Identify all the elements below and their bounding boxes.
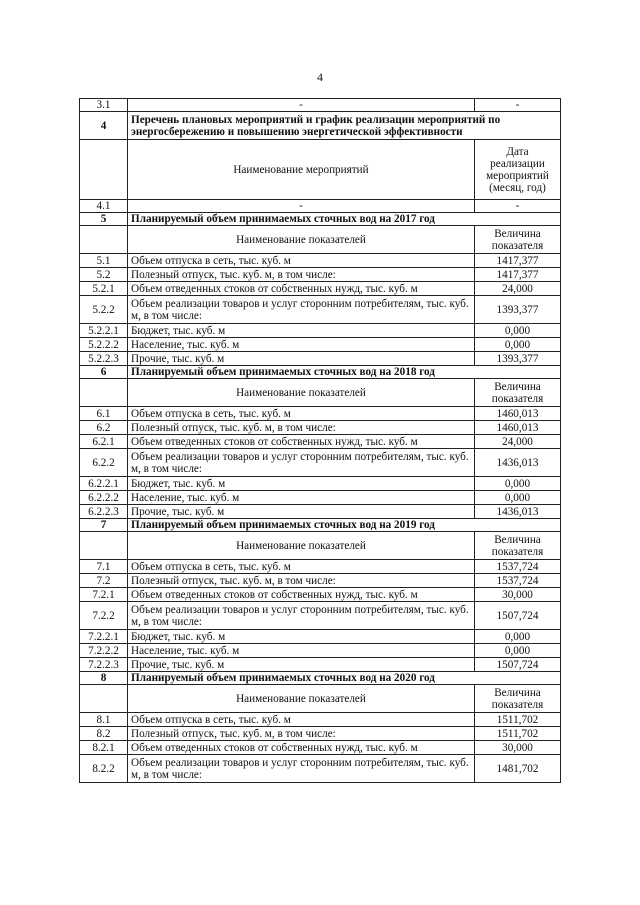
- header-number-cell: [80, 685, 128, 713]
- section-row: [80, 213, 561, 226]
- table-row: [80, 560, 561, 574]
- table-row: [80, 324, 561, 338]
- row-number: 6.1: [80, 407, 128, 421]
- column-header-row: [80, 226, 561, 254]
- row-name: Бюджет, тыс. куб. м: [128, 630, 475, 644]
- row-value: 1537,724: [475, 560, 561, 574]
- table-row: [80, 254, 561, 268]
- row-number: 7.2: [80, 574, 128, 588]
- section-number: 7: [80, 519, 128, 532]
- row-name: Объем отведенных стоков от собственных нужд, тыс. куб. м: [128, 741, 475, 755]
- plan-table-body: [80, 99, 561, 783]
- row-number: 5.2.2.2: [80, 338, 128, 352]
- table-row: [80, 588, 561, 602]
- row-name: Объем отпуска в сеть, тыс. куб. м: [128, 560, 475, 574]
- header-number-cell: [80, 532, 128, 560]
- row-number: 8.2.2: [80, 755, 128, 783]
- row-number: 8.1: [80, 713, 128, 727]
- table-row: [80, 574, 561, 588]
- row-value: 1417,377: [475, 268, 561, 282]
- header-value-cell: Величина показателя: [475, 532, 561, 560]
- row-value: 1436,013: [475, 505, 561, 519]
- row-value: 1507,724: [475, 658, 561, 672]
- row-name: Бюджет, тыс. куб. м: [128, 477, 475, 491]
- row-value: 1436,013: [475, 449, 561, 477]
- row-name: Объем реализации товаров и услуг сторонним потребителям, тыс. куб. м, в том числе:: [128, 755, 475, 783]
- row-value: 30,000: [475, 588, 561, 602]
- page-number: 4: [317, 70, 323, 84]
- section-row: [80, 672, 561, 685]
- table-row: [80, 407, 561, 421]
- row-number: 6.2.2.1: [80, 477, 128, 491]
- column-header-row: [80, 685, 561, 713]
- header-name-cell: Наименование показателей: [128, 685, 475, 713]
- row-value: -: [475, 200, 561, 213]
- section-number: 5: [80, 213, 128, 226]
- header-number-cell: [80, 226, 128, 254]
- row-number: 5.2.1: [80, 282, 128, 296]
- row-number: 7.1: [80, 560, 128, 574]
- row-number: 6.2.2.2: [80, 491, 128, 505]
- header-value-cell: Величина показателя: [475, 226, 561, 254]
- row-number: 6.2: [80, 421, 128, 435]
- row-name: Полезный отпуск, тыс. куб. м, в том числе:: [128, 421, 475, 435]
- section-title: Планируемый объем принимаемых сточных вод на 2017 год: [128, 213, 561, 226]
- section-row: [80, 112, 561, 140]
- section-title: Планируемый объем принимаемых сточных вод на 2019 год: [128, 519, 561, 532]
- row-value: 1417,377: [475, 254, 561, 268]
- header-name-cell: Наименование показателей: [128, 379, 475, 407]
- table-row: [80, 296, 561, 324]
- section-number: 8: [80, 672, 128, 685]
- row-name: Объем реализации товаров и услуг сторонним потребителям, тыс. куб. м, в том числе:: [128, 296, 475, 324]
- row-number: 7.2.2.3: [80, 658, 128, 672]
- table-row: [80, 449, 561, 477]
- row-number: 5.2.2.1: [80, 324, 128, 338]
- row-name: Объем отведенных стоков от собственных нужд, тыс. куб. м: [128, 435, 475, 449]
- column-header-row: [80, 379, 561, 407]
- row-value: 0,000: [475, 477, 561, 491]
- header-value-cell: Величина показателя: [475, 685, 561, 713]
- row-value: 24,000: [475, 282, 561, 296]
- row-value: 0,000: [475, 324, 561, 338]
- section-title: Планируемый объем принимаемых сточных вод на 2020 год: [128, 672, 561, 685]
- row-number: 7.2.2.1: [80, 630, 128, 644]
- row-value: 1511,702: [475, 713, 561, 727]
- row-number: 5.2.2.3: [80, 352, 128, 366]
- row-name: Прочие, тыс. куб. м: [128, 352, 475, 366]
- table-row: [80, 338, 561, 352]
- row-name: Население, тыс. куб. м: [128, 644, 475, 658]
- row-name: Объем реализации товаров и услуг сторонним потребителям, тыс. куб. м, в том числе:: [128, 449, 475, 477]
- row-value: 1460,013: [475, 421, 561, 435]
- row-name: Население, тыс. куб. м: [128, 338, 475, 352]
- row-number: 7.2.1: [80, 588, 128, 602]
- table-row: [80, 602, 561, 630]
- row-value: 1507,724: [475, 602, 561, 630]
- row-name: Прочие, тыс. куб. м: [128, 658, 475, 672]
- row-value: 1393,377: [475, 296, 561, 324]
- section-title: Планируемый объем принимаемых сточных вод на 2018 год: [128, 366, 561, 379]
- row-value: 1481,702: [475, 755, 561, 783]
- header-name-cell: Наименование показателей: [128, 226, 475, 254]
- plan-table: [79, 98, 561, 783]
- row-value: 0,000: [475, 338, 561, 352]
- row-name: Прочие, тыс. куб. м: [128, 505, 475, 519]
- row-value: 0,000: [475, 630, 561, 644]
- table-row: [80, 741, 561, 755]
- table-row: [80, 644, 561, 658]
- row-name: Полезный отпуск, тыс. куб. м, в том числе:: [128, 574, 475, 588]
- row-value: -: [475, 99, 561, 112]
- table-row: [80, 200, 561, 213]
- row-name: Бюджет, тыс. куб. м: [128, 324, 475, 338]
- header-number-cell: [80, 140, 128, 200]
- table-row: [80, 491, 561, 505]
- row-name: Объем реализации товаров и услуг сторонним потребителям, тыс. куб. м, в том числе:: [128, 602, 475, 630]
- section-number: 4: [80, 112, 128, 140]
- row-number: 8.2.1: [80, 741, 128, 755]
- row-number: 5.2: [80, 268, 128, 282]
- row-name: Население, тыс. куб. м: [128, 491, 475, 505]
- row-number: 6.2.2.3: [80, 505, 128, 519]
- row-value: 30,000: [475, 741, 561, 755]
- table-row: [80, 755, 561, 783]
- table-row: [80, 421, 561, 435]
- row-value: 0,000: [475, 491, 561, 505]
- row-name: -: [128, 200, 475, 213]
- row-name: Объем отпуска в сеть, тыс. куб. м: [128, 254, 475, 268]
- section-title: Перечень плановых мероприятий и график реализации мероприятий по энергосбережению и повышению энергетической эффективности: [128, 112, 561, 140]
- row-number: 8.2: [80, 727, 128, 741]
- row-name: Объем отведенных стоков от собственных нужд, тыс. куб. м: [128, 588, 475, 602]
- row-name: Объем отведенных стоков от собственных нужд, тыс. куб. м: [128, 282, 475, 296]
- row-value: 1393,377: [475, 352, 561, 366]
- table-row: [80, 435, 561, 449]
- row-value: 1537,724: [475, 574, 561, 588]
- table-row: [80, 352, 561, 366]
- row-number: 6.2.2: [80, 449, 128, 477]
- section-row: [80, 366, 561, 379]
- row-value: 1460,013: [475, 407, 561, 421]
- table-row: [80, 630, 561, 644]
- header-value-cell: Дата реализации мероприятий (месяц, год): [475, 140, 561, 200]
- row-name: -: [128, 99, 475, 112]
- header-name-cell: Наименование мероприятий: [128, 140, 475, 200]
- column-header-row: [80, 140, 561, 200]
- table-row: [80, 713, 561, 727]
- row-value: 0,000: [475, 644, 561, 658]
- header-number-cell: [80, 379, 128, 407]
- row-name: Объем отпуска в сеть, тыс. куб. м: [128, 713, 475, 727]
- table-row: [80, 477, 561, 491]
- row-number: 3.1: [80, 99, 128, 112]
- row-number: 5.1: [80, 254, 128, 268]
- section-row: [80, 519, 561, 532]
- row-value: 24,000: [475, 435, 561, 449]
- row-name: Полезный отпуск, тыс. куб. м, в том числе:: [128, 727, 475, 741]
- table-row: [80, 727, 561, 741]
- row-number: 4.1: [80, 200, 128, 213]
- row-name: Объем отпуска в сеть, тыс. куб. м: [128, 407, 475, 421]
- row-number: 6.2.1: [80, 435, 128, 449]
- row-value: 1511,702: [475, 727, 561, 741]
- row-number: 7.2.2.2: [80, 644, 128, 658]
- table-row: [80, 99, 561, 112]
- row-number: 5.2.2: [80, 296, 128, 324]
- header-name-cell: Наименование показателей: [128, 532, 475, 560]
- header-value-cell: Величина показателя: [475, 379, 561, 407]
- table-row: [80, 268, 561, 282]
- section-number: 6: [80, 366, 128, 379]
- column-header-row: [80, 532, 561, 560]
- table-row: [80, 505, 561, 519]
- row-number: 7.2.2: [80, 602, 128, 630]
- row-name: Полезный отпуск, тыс. куб. м, в том числе:: [128, 268, 475, 282]
- table-row: [80, 658, 561, 672]
- table-row: [80, 282, 561, 296]
